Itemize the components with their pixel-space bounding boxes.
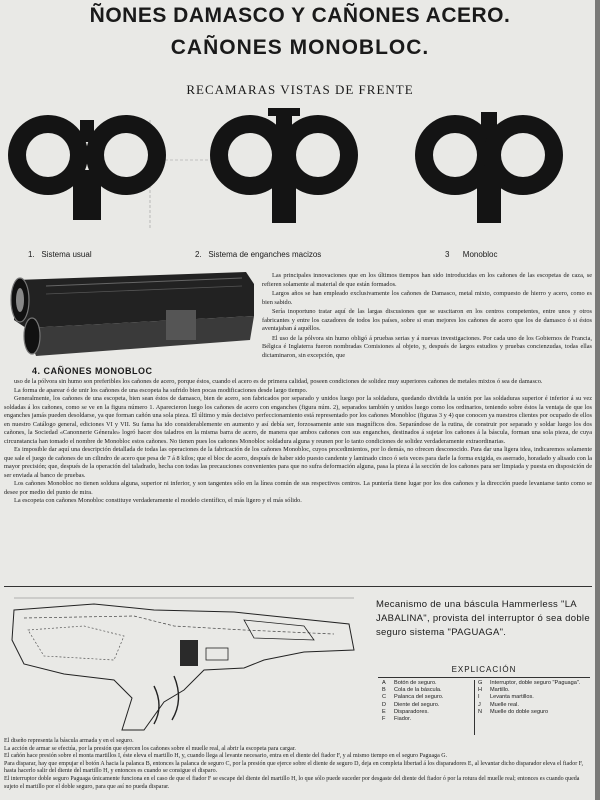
legend-item (478, 709, 590, 716)
footer-text (4, 738, 592, 791)
footer-line: Para disparar, hay que empujar el botón A hacia la palanca B, entonces la palanca de seguro C, por la presión que ejerce sobre el diente de seguro D, deja en completa libertad á los disparadores E, al levantar dicho disparador eleva el fiador F, hasta hacerlo salir del diente del martillo H, y entonces es cuando se consigue el disparo. (4, 760, 584, 775)
legend-text: Palanca del seguro. (394, 694, 444, 701)
figure-caption-2 (195, 250, 321, 259)
figure-label-2: Sistema de enganches macizos (208, 250, 322, 259)
legend-key: B (382, 687, 386, 694)
legend-key: N (478, 708, 483, 715)
figure-number-3: 3 (445, 250, 450, 259)
intro-paragraph: El uso de la pólvora sin humo obligó á pruebas serias y á nuevas investigaciones. Por cada uno de los Gobiernos de Francia, Bélgica é Inglaterra fueron nombradas Comisiones al objeto, y, después de largos estudios y pruebas concienzudas, todas ellas dictaminaron, sin excepción, que (262, 334, 592, 359)
body-paragraph: La forma de aparear ó de unir los cañones de una escopeta ha sufrido bien pocas modificaciones desde largo tiempo. (14, 386, 308, 394)
legend-key: I (478, 694, 480, 701)
footer-line: El diseño representa la báscula armada y en el seguro. (4, 738, 134, 744)
legend-key: A (382, 680, 386, 686)
legend-text: Muelle real. (490, 701, 519, 708)
legend-key: C (382, 694, 387, 701)
body-paragraph: Los cañones Monobloc no tienen soldura alguna, superior ni inferior, y son tangentes sólo en la línea común de sus respectivos centros. La puntería tiene lugar por los dos cañones y la dirección puede levantarse tanto como se desee por medio del punto de mira. (4, 480, 592, 496)
monobloc-barrel-figure (6, 270, 258, 370)
figure-number-1: 1. (28, 250, 35, 259)
mechanism-title: Mecanismo de una báscula Hammerless "LA JABALINA", provista del interruptor ó sea doble seguro sistema "PAGUAGA". (376, 599, 590, 638)
legend-item (382, 702, 482, 709)
legend-item (382, 687, 482, 694)
legend-item (478, 680, 590, 687)
legend-key: H (478, 687, 483, 694)
breech-figure-3 (415, 112, 563, 223)
figure-label-3: Monobloc (462, 250, 498, 259)
intro-paragraph: Las principales innovaciones que en los últimos tiempos han sido introducidas en los cañones de las escopetas de caza, se refieren solamente al material de que están formados. (262, 272, 592, 288)
intro-paragraph: Sería inoportuno tratar aquí de las largas discusiones que se suscitaron en los centros competentes, entre unos y otros fabricantes y entre los cazadores de todos los países, sobre si eran mejores los cañones de acero que los de damasco ó si éstos aventajaban á aquéllos. (262, 308, 592, 332)
explanation-heading: EXPLICACIÓN (451, 665, 517, 674)
body-paragraph: uso de la pólvora sin humo son preferibles los cañones de acero, porque éstos, cuando el acero es de primera calidad, poseen condiciones de solidez muy superiores cañones de metales mixtos ó sea de damasco. (14, 378, 543, 385)
legend-key: E (382, 708, 386, 715)
breech-figure-2 (210, 108, 358, 223)
legend-key: F (382, 716, 386, 723)
intro-text (262, 272, 592, 361)
legend-item (382, 694, 482, 701)
legend-item (382, 716, 482, 723)
title-line-2: CAÑONES MONOBLOC. (170, 36, 430, 59)
legend-key: J (478, 701, 481, 708)
legend-text: Interruptor, doble seguro "Paguaga". (490, 680, 581, 686)
body-paragraph: Es imposible dar aquí una descripción detallada de todas las operaciones de la fabricación de los cañones Monobloc, cuyos procedimientos, por lo demás, no ofrecen desconocido. Para dar una ligera idea, indicaremos solamente que sale el juego de cañones de un cilindro de acero que pesa de 7 á 8 kilos; que el bloc de acero, después de haber sido puesto candente y laminado cinco ó seis veces para darle la forma exigida, es aserrado, horadado y alisado con la mayor precisión; que, después de la operación del taladrado, hecha con todas las precauciones convenientes para que no sufra deformación alguna, pasa la pieza á la sección de los cañones para ser limpiada y puesta en disposición de ser enviada al banco de pruebas. (4, 446, 592, 479)
intro-paragraph: Largos años se han empleado exclusivamente los cañones de Damasco, metal mixto, compuesto de hierro y acero, como es bien sabido. (262, 290, 592, 306)
legend-text: Disparadores. (394, 708, 429, 715)
legend-text: Levanta martillos. (490, 694, 534, 701)
page-edge-shadow (595, 0, 600, 800)
legend-item (382, 709, 482, 716)
breech-figures (0, 100, 600, 250)
footer-line: El cañón hace presión sobre el monta martillos I, éste eleva el martillo H, y, cuando llega al levante necesario, entra en el diente del fiador F, y al mismo tiempo en el seguro Paguaga G. (4, 753, 448, 760)
barrel-caption: 4. CAÑONES MONOBLOC (32, 366, 153, 376)
figure-label-1: Sistema usual (41, 250, 92, 259)
legend-key: D (382, 701, 387, 708)
legend-right (478, 680, 590, 716)
legend-text: Diente del seguro. (394, 701, 440, 708)
legend-item (478, 702, 590, 709)
figure-number-2: 2. (195, 250, 202, 259)
hammerless-mechanism-diagram (4, 590, 364, 735)
body-paragraph: Generalmente, los cañones de una escopeta, bien sean éstos de damasco, bien de acero, son fabricados por separado y unidos luego por la soldadura, quedando dividida la unión por las soldaduras superior é inferior á su vez soldadas á los cañones, como se ve en la figura número 1. Aparecieron luego los cañones de acero con enganches (figura núm. 2), separados también y unidos luego como los ordinarios, teniendo sobre éstos la ventaja de que los enganches jamás pueden desoldarse, ya que forman cañón una sola pieza. El último y más decisivo perfeccionamiento está representado por los cañones Monobloc (figuras 3 y 4) que conocen ya nuestros clientes por ocupado de ellos en nuestro Catálogo general, ediciones VI y VII. Su fama ha ido considerablemente en aumento y así debía ser, forzosamente ante sus magníficos dos. Separándose de la rutina, de construir por separado y soldar luego los dos cañones, la Sociedad «Canonnerie Génerale» logró hacer dos taladros en la misma barra de acero, de manera que ambos cañones con sus enganches, destinados á sujetar los cañones á la báscula, forman una sola pieza, de cuya circunstancia han tomado el nombre de Monobloc estos cañones. No tienen pues los cañones Monobloc soldadura alguna y reunen por lo tanto condiciones de solidez verdaderamente extraordinarias. (4, 395, 592, 445)
legend-item (478, 694, 590, 701)
title-line-1: ÑONES DAMASCO Y CAÑONES ACERO. (89, 4, 511, 27)
legend-text: Martillo. (490, 687, 510, 694)
legend-text: Botón de seguro. (394, 680, 437, 686)
legend-text: Fiador. (394, 716, 412, 723)
body-paragraph: La escopeta con cañones Monobloc constituye verdaderamente el modelo científico, el más ligero y el más sólido. (14, 497, 302, 504)
subtitle: RECAMARAS VISTAS DE FRENTE (186, 82, 414, 97)
legend-left (382, 680, 482, 723)
body-text (4, 378, 592, 506)
legend-item (478, 687, 590, 694)
breech-figure-1 (8, 115, 166, 220)
figure-caption-3 (445, 250, 497, 259)
legend-text: Cola de la báscula. (394, 687, 442, 694)
section-divider (4, 586, 592, 587)
footer-line: La acción de armar se efectúa, por la presión que ejercen los cañones sobre el muelle real, al abrir la escopeta para cargar. (4, 745, 296, 752)
legend-key: G (478, 680, 483, 686)
figure-caption-1 (28, 250, 92, 259)
legend-item (382, 680, 482, 687)
legend-text: Muelle do doble seguro (490, 708, 549, 715)
footer-line: El interruptor doble seguro Paguaga únicamente funciona en el caso de que el fiador F se escape del diente del martillo H, lo que sólo puede suceder por desgaste del diente del fiador ó por la rotura del muelle real; entonces es cuando queda sujeto el martillo por el doble seguro, para que así no pueda disparar. (4, 775, 580, 790)
